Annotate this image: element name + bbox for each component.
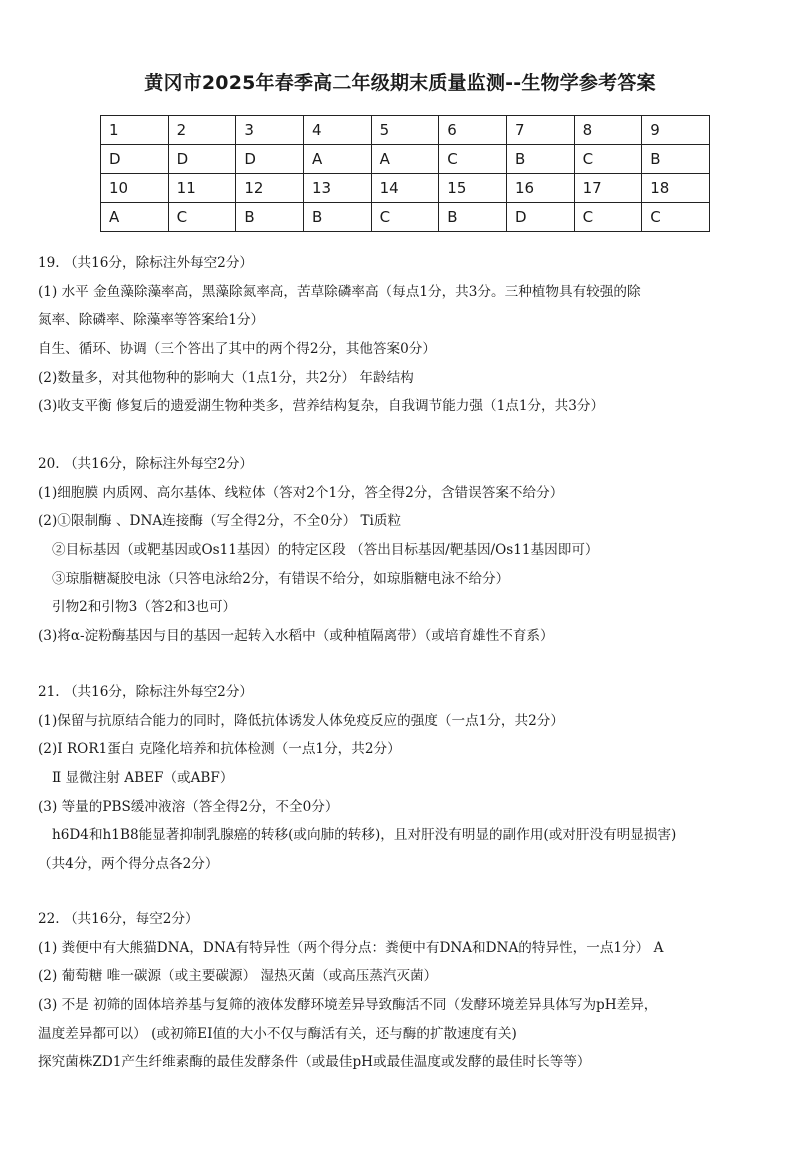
table-cell: C <box>574 203 642 232</box>
table-cell: B <box>236 203 304 232</box>
table-cell: 9 <box>642 116 710 145</box>
answer-line: (3) 等量的PBS缓冲液溶（答全得2分，不全0分） <box>38 798 339 815</box>
table-cell: 15 <box>439 174 507 203</box>
question-19-answers <box>38 249 778 421</box>
table-cell: C <box>574 145 642 174</box>
table-row-question-numbers <box>101 116 710 145</box>
answer-line: 氮率、除磷率、除藻率等答案给1分） <box>38 312 265 329</box>
answer-line: 自生、循环、协调（三个答出了其中的两个得2分，其他答案0分） <box>38 341 436 358</box>
answer-line: (2)①限制酶 、DNA连接酶（写全得2分，不全0分） Ti质粒 <box>38 513 402 530</box>
answer-line: 20. （共16分，除标注外每空2分） <box>38 456 254 472</box>
answer-line: (1) 水平 金鱼藻除藻率高，黑藻除氮率高，苦草除磷率高（每点1分，共3分。三种植物具有较强的除 <box>38 283 641 300</box>
answer-line: (1) 粪便中有大熊猫DNA，DNA有特异性（两个得分点：粪便中有DNA和DNA的特异性，一点1分） A <box>38 939 664 956</box>
answer-line: (1)细胞膜 内质网、高尔基体、线粒体（答对2个1分，答全得2分，含错误答案不给分） <box>38 484 564 501</box>
table-cell: A <box>101 203 169 232</box>
table-cell: 6 <box>439 116 507 145</box>
answer-line: (2) 葡萄糖 唯一碳源（或主要碳源） 湿热灭菌（或高压蒸汽灭菌） <box>38 968 438 985</box>
table-cell: D <box>168 145 236 174</box>
table-cell: C <box>168 203 236 232</box>
answer-line: 探究菌株ZD1产生纤维素酶的最佳发酵条件（或最佳pH或最佳温度或发酵的最佳时长等等） <box>38 1054 591 1071</box>
answer-line: (3)收支平衡 修复后的遗爱湖生物种类多，营养结构复杂，自我调节能力强（1点1分，共3分） <box>38 398 605 415</box>
question-21-answers <box>38 678 778 879</box>
answer-line: (3) 不是 初筛的固体培养基与复筛的液体发酵环境差异导致酶活不同（发酵环境差异具体写为pH差异， <box>38 997 658 1014</box>
answer-line: (1)保留与抗原结合能力的同时，降低抗体诱发人体免疫反应的强度（一点1分，共2分） <box>38 712 564 729</box>
answer-line: (2)数量多，对其他物种的影响大（1点1分，共2分） 年龄结构 <box>38 369 414 386</box>
table-cell: C <box>439 145 507 174</box>
answer-line: ③琼脂糖凝胶电泳（只答电泳给2分，有错误不给分，如琼脂糖电泳不给分） <box>52 570 510 587</box>
table-cell: D <box>506 203 574 232</box>
table-cell: 7 <box>506 116 574 145</box>
table-cell: 1 <box>101 116 169 145</box>
table-cell: A <box>303 145 371 174</box>
answer-line: h6D4和h1B8能显著抑制乳腺癌的转移(或向肺的转移)，且对肝没有明显的副作用(或对肝没有明显损害) <box>52 827 677 844</box>
answer-line: 21. （共16分，除标注外每空2分） <box>38 684 254 700</box>
table-cell: C <box>371 203 439 232</box>
answer-line: 引物2和引物3（答2和3也可） <box>52 599 237 616</box>
table-cell: 4 <box>303 116 371 145</box>
answer-line: （共4分，两个得分点各2分） <box>38 856 219 873</box>
table-cell: 3 <box>236 116 304 145</box>
table-cell: 16 <box>506 174 574 203</box>
question-20-answers <box>38 450 778 651</box>
table-cell: B <box>642 145 710 174</box>
table-cell: B <box>439 203 507 232</box>
answer-table <box>100 115 710 232</box>
page-title: 黄冈市2025年春季高二年级期末质量监测--生物学参考答案 <box>144 72 656 94</box>
table-cell: 2 <box>168 116 236 145</box>
answer-line: 19. （共16分，除标注外每空2分） <box>38 255 254 271</box>
table-row-answers <box>101 203 710 232</box>
table-cell: B <box>303 203 371 232</box>
table-cell: A <box>371 145 439 174</box>
table-cell: B <box>506 145 574 174</box>
answer-line: 温度差异都可以） (或初筛EI值的大小不仅与酶活有关，还与酶的扩散速度有关) <box>38 1025 517 1042</box>
table-cell: 18 <box>642 174 710 203</box>
table-cell: 13 <box>303 174 371 203</box>
table-cell: D <box>236 145 304 174</box>
table-cell: C <box>642 203 710 232</box>
question-22-answers <box>38 905 778 1077</box>
table-cell: D <box>101 145 169 174</box>
answer-line: ②目标基因（或靶基因或Os11基因）的特定区段 （答出目标基因/靶基因/Os11基因即可） <box>52 542 599 559</box>
table-cell: 8 <box>574 116 642 145</box>
table-cell: 11 <box>168 174 236 203</box>
answer-line: (3)将α-淀粉酶基因与目的基因一起转入水稻中（或种植隔离带）（或培育雄性不育系） <box>38 628 554 645</box>
table-row-answers <box>101 145 710 174</box>
answer-line: (2)Ⅰ ROR1蛋白 克隆化培养和抗体检测（一点1分，共2分） <box>38 741 401 758</box>
table-cell: 10 <box>101 174 169 203</box>
table-row-question-numbers <box>101 174 710 203</box>
table-cell: 12 <box>236 174 304 203</box>
table-cell: 5 <box>371 116 439 145</box>
table-cell: 14 <box>371 174 439 203</box>
table-cell: 17 <box>574 174 642 203</box>
answer-line: 22. （共16分，每空2分） <box>38 911 199 927</box>
answer-line: Ⅱ 显微注射 ABEF（或ABF） <box>52 770 234 787</box>
